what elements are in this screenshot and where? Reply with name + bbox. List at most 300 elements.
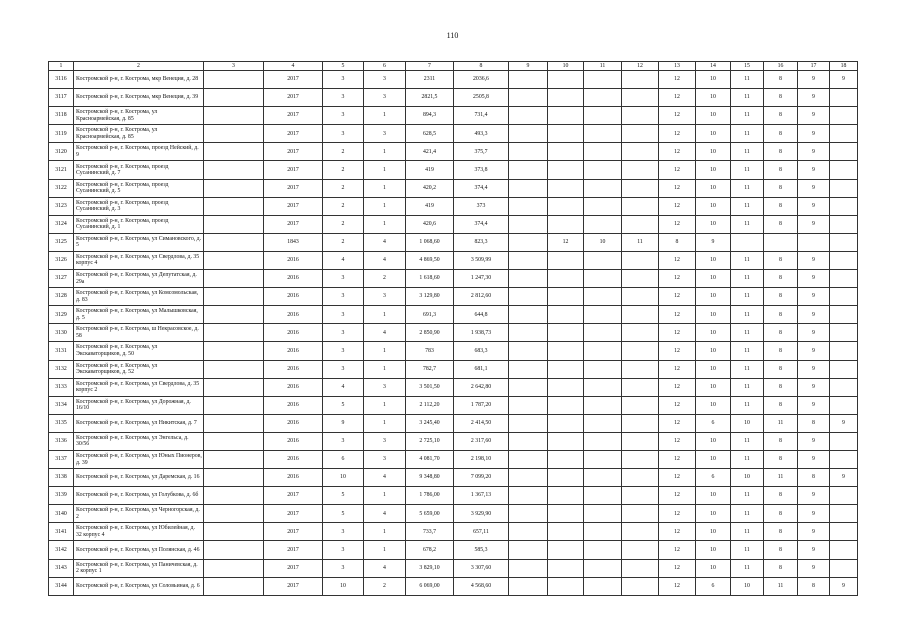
table-cell: 683,3 [454,342,509,360]
address-cell: Костромской р-н, г. Кострома, мкр Венеция, д. 28 [74,71,204,89]
table-cell [204,288,264,306]
table-cell [622,505,659,523]
table-cell: 2016 [264,450,323,468]
table-cell [622,523,659,541]
table-cell: 1 [364,197,406,215]
table-cell: 1 068,60 [406,233,454,251]
table-cell: 10 [696,541,731,559]
address-cell: Костромской р-н, г. Кострома, проезд Сусанинский, д. 7 [74,161,204,179]
column-header-16: 16 [764,62,798,71]
table-cell [622,396,659,414]
table-cell: 4 869,50 [406,251,454,269]
table-cell: 12 [659,324,696,342]
table-cell [830,306,858,324]
table-cell: 12 [659,414,696,432]
table-cell: 2016 [264,270,323,288]
table-cell: 1 787,20 [454,396,509,414]
table-cell: 9 [798,541,830,559]
table-cell [548,505,584,523]
table-row [49,233,858,251]
table-row [49,197,858,215]
table-cell: 8 [764,360,798,378]
row-number-cell: 3135 [49,414,74,432]
table-cell: 3 [323,342,364,360]
table-cell [584,215,622,233]
table-cell: 2 198,10 [454,450,509,468]
table-cell: 12 [659,161,696,179]
table-cell: 10 [696,251,731,269]
table-cell: 11 [731,432,764,450]
table-row [49,306,858,324]
address-cell: Костромской р-н, г. Кострома, ул Экскаваторщиков, д. 50 [74,342,204,360]
table-cell: 2017 [264,197,323,215]
table-cell: 2 [364,270,406,288]
table-cell: 2017 [264,107,323,125]
table-cell [509,161,548,179]
row-number-cell: 3117 [49,89,74,107]
table-cell: 9 [798,487,830,505]
row-number-cell: 3118 [49,107,74,125]
table-cell [204,577,264,595]
address-cell: Костромской р-н, г. Кострома, ул Свердлова, д. 35 корпус 4 [74,251,204,269]
table-cell: 420,6 [406,215,454,233]
table-cell: 10 [696,143,731,161]
table-cell: 733,7 [406,523,454,541]
table-cell [584,270,622,288]
table-cell: 12 [659,179,696,197]
table-cell [584,161,622,179]
table-cell: 9 [798,161,830,179]
table-cell [204,450,264,468]
table-cell [204,215,264,233]
table-cell: 10 [696,432,731,450]
column-header-8: 8 [454,62,509,71]
table-cell [548,396,584,414]
table-cell: 9 [798,270,830,288]
address-cell: Костромской р-н, г. Кострома, ул Паничевская, д. 2 корпус 1 [74,559,204,577]
table-cell: 11 [731,179,764,197]
table-cell: 11 [622,233,659,251]
table-cell: 1 [364,541,406,559]
table-cell: 12 [659,125,696,143]
table-cell: 657,11 [454,523,509,541]
table-cell [584,469,622,487]
table-row [49,215,858,233]
table-cell: 4 081,70 [406,450,454,468]
row-number-cell: 3121 [49,161,74,179]
table-cell: 10 [584,233,622,251]
table-cell: 2017 [264,541,323,559]
table-cell [548,360,584,378]
table-cell: 2 414,50 [454,414,509,432]
table-cell: 10 [696,559,731,577]
table-cell: 8 [764,89,798,107]
table-cell: 2016 [264,324,323,342]
table-cell: 3 [323,107,364,125]
table-cell: 2017 [264,125,323,143]
table-cell: 12 [659,107,696,125]
table-cell [830,125,858,143]
table-cell: 9 [798,179,830,197]
table-cell [622,215,659,233]
table-cell: 3 [323,71,364,89]
table-cell: 3 [323,288,364,306]
table-cell: 2016 [264,414,323,432]
table-cell [509,107,548,125]
column-number-header [49,62,858,71]
table-cell [622,179,659,197]
table-cell [584,559,622,577]
table-cell: 3 [323,306,364,324]
table-cell: 10 [696,360,731,378]
table-cell: 11 [731,143,764,161]
table-cell [622,288,659,306]
table-cell: 4 568,60 [454,577,509,595]
table-cell: 1 [364,143,406,161]
table-cell: 10 [696,450,731,468]
address-cell: Костромской р-н, г. Кострома, мкр Венеция, д. 39 [74,89,204,107]
address-cell: Костромской р-н, г. Кострома, проезд Сусанинский, д. 3 [74,197,204,215]
table-cell [204,469,264,487]
row-number-cell: 3127 [49,270,74,288]
table-cell: 12 [659,396,696,414]
table-cell: 2 [323,179,364,197]
row-number-cell: 3134 [49,396,74,414]
table-cell: 9 [798,89,830,107]
table-row [49,288,858,306]
table-cell: 11 [764,469,798,487]
table-cell: 9 [798,342,830,360]
column-header-1: 1 [49,62,74,71]
table-cell: 12 [659,487,696,505]
table-cell [584,432,622,450]
table-cell: 12 [659,71,696,89]
table-cell: 10 [323,577,364,595]
table-cell [584,197,622,215]
table-cell: 2017 [264,523,323,541]
table-cell: 10 [731,577,764,595]
table-cell: 8 [764,378,798,396]
table-cell: 3 [323,270,364,288]
table-cell: 8 [798,469,830,487]
table-cell: 823,3 [454,233,509,251]
table-cell: 10 [696,288,731,306]
table-cell: 2 [323,197,364,215]
table-cell: 2017 [264,89,323,107]
address-cell: Костромской р-н, г. Кострома, ш Некрасовское, д. 58 [74,324,204,342]
table-cell: 9 [830,71,858,89]
table-cell [764,233,798,251]
table-cell: 3 501,50 [406,378,454,396]
address-cell: Костромской р-н, г. Кострома, ул Голубкова, д. 6б [74,487,204,505]
table-row [49,342,858,360]
row-number-cell: 3131 [49,342,74,360]
table-cell: 12 [659,577,696,595]
table-cell [509,505,548,523]
table-cell: 11 [731,161,764,179]
table-cell [509,125,548,143]
column-header-9: 9 [509,62,548,71]
row-number-cell: 3125 [49,233,74,251]
row-number-cell: 3122 [49,179,74,197]
table-cell: 12 [659,523,696,541]
address-cell: Костромской р-н, г. Кострома, проезд Сусанинский, д. 1 [74,215,204,233]
table-cell [204,197,264,215]
table-cell: 10 [696,306,731,324]
table-cell [509,523,548,541]
table-cell [204,251,264,269]
table-cell [548,306,584,324]
row-number-cell: 3144 [49,577,74,595]
table-cell: 12 [659,306,696,324]
table-cell: 2017 [264,577,323,595]
table-cell [584,360,622,378]
table-cell: 9 [798,125,830,143]
table-cell: 2036,6 [454,71,509,89]
table-cell: 9 [798,324,830,342]
table-cell [584,523,622,541]
table-cell: 1843 [264,233,323,251]
table-cell: 8 [764,523,798,541]
table-cell: 8 [764,487,798,505]
table-cell: 9 [798,306,830,324]
table-cell: 4 [364,251,406,269]
table-cell [622,197,659,215]
table-cell: 9 348,80 [406,469,454,487]
table-cell: 9 [830,414,858,432]
table-cell [830,432,858,450]
table-cell [204,270,264,288]
table-cell [548,197,584,215]
table-cell: 8 [659,233,696,251]
table-cell: 2311 [406,71,454,89]
table-cell [509,577,548,595]
table-cell [548,251,584,269]
table-cell [509,179,548,197]
column-header-14: 14 [696,62,731,71]
table-cell [204,342,264,360]
table-cell [830,197,858,215]
table-cell: 9 [798,197,830,215]
table-cell: 2016 [264,432,323,450]
table-cell [584,414,622,432]
table-cell: 8 [764,559,798,577]
table-cell: 8 [764,306,798,324]
row-number-cell: 3136 [49,432,74,450]
table-cell [622,125,659,143]
table-cell: 1 [364,179,406,197]
table-cell: 10 [696,89,731,107]
table-cell: 419 [406,161,454,179]
table-cell [622,469,659,487]
table-cell [204,233,264,251]
table-cell [204,324,264,342]
table-row [49,487,858,505]
table-cell [584,450,622,468]
table-row [49,414,858,432]
column-header-18: 18 [830,62,858,71]
row-number-cell: 3140 [49,505,74,523]
table-cell: 8 [764,342,798,360]
column-header-17: 17 [798,62,830,71]
table-cell: 10 [696,505,731,523]
table-cell: 1 786,00 [406,487,454,505]
table-cell [622,161,659,179]
table-cell: 5 [323,505,364,523]
table-row [49,450,858,468]
table-cell [548,324,584,342]
table-cell: 1 [364,360,406,378]
table-cell: 12 [548,233,584,251]
table-cell [830,541,858,559]
table-cell [798,233,830,251]
table-cell [622,487,659,505]
table-cell: 2016 [264,360,323,378]
table-cell: 8 [764,71,798,89]
row-number-cell: 3120 [49,143,74,161]
table-cell: 11 [731,342,764,360]
table-cell [204,505,264,523]
table-cell: 3 [323,360,364,378]
address-cell: Костромской р-н, г. Кострома, ул Никитская, д. 7 [74,414,204,432]
table-cell: 10 [696,270,731,288]
table-cell: 10 [696,215,731,233]
table-row [49,251,858,269]
table-cell: 644,8 [454,306,509,324]
table-cell: 3 [323,559,364,577]
table-cell: 2 [323,143,364,161]
table-cell: 6 [696,577,731,595]
table-cell: 11 [731,505,764,523]
table-cell: 11 [731,541,764,559]
table-cell: 10 [696,125,731,143]
table-cell [204,179,264,197]
address-cell: Костромской р-н, г. Кострома, ул Даремская, д. 16 [74,469,204,487]
column-header-5: 5 [323,62,364,71]
table-cell [584,396,622,414]
table-cell: 2505,8 [454,89,509,107]
table-cell [584,179,622,197]
table-cell: 1 [364,414,406,432]
table-cell: 4 [323,251,364,269]
table-cell: 9 [798,71,830,89]
table-cell [548,541,584,559]
table-cell: 2017 [264,143,323,161]
table-cell [830,288,858,306]
table-cell: 11 [731,378,764,396]
table-cell [622,559,659,577]
table-cell [509,378,548,396]
row-number-cell: 3130 [49,324,74,342]
table-cell [584,378,622,396]
table-cell [548,215,584,233]
table-cell [830,487,858,505]
table-row [49,89,858,107]
table-cell [548,469,584,487]
table-cell [830,270,858,288]
table-row [49,469,858,487]
table-cell: 12 [659,450,696,468]
table-cell [204,541,264,559]
table-cell [548,143,584,161]
table-cell [622,306,659,324]
table-row [49,161,858,179]
table-cell: 10 [696,487,731,505]
table-cell: 9 [798,523,830,541]
table-cell: 12 [659,360,696,378]
row-number-cell: 3138 [49,469,74,487]
table-cell [204,360,264,378]
table-cell: 3 [364,450,406,468]
table-cell: 2 642,80 [454,378,509,396]
table-cell [622,360,659,378]
table-cell [830,251,858,269]
table-cell [204,71,264,89]
table-cell: 12 [659,541,696,559]
table-cell: 374,4 [454,179,509,197]
table-cell [509,469,548,487]
table-cell: 2 [364,577,406,595]
table-cell [584,288,622,306]
table-cell [830,378,858,396]
table-cell: 2016 [264,469,323,487]
table-cell [509,233,548,251]
table-row [49,505,858,523]
table-cell: 11 [764,577,798,595]
table-cell [622,71,659,89]
table-cell: 3 [323,125,364,143]
address-cell: Костромской р-н, г. Кострома, ул Депутатская, д. 29а [74,270,204,288]
table-cell: 2017 [264,179,323,197]
table-cell: 2016 [264,288,323,306]
column-header-10: 10 [548,62,584,71]
table-cell [830,396,858,414]
table-row [49,71,858,89]
table-row [49,360,858,378]
table-cell: 1 [364,523,406,541]
table-cell: 2821,5 [406,89,454,107]
table-cell: 4 [364,559,406,577]
table-cell: 8 [764,541,798,559]
table-cell: 1 [364,487,406,505]
table-cell: 10 [323,469,364,487]
table-body [49,71,858,596]
table-cell [548,89,584,107]
row-number-cell: 3139 [49,487,74,505]
column-header-11: 11 [584,62,622,71]
table-cell: 628,5 [406,125,454,143]
table-cell [622,143,659,161]
table-cell [584,324,622,342]
table-cell: 2 850,90 [406,324,454,342]
table-cell: 1 [364,107,406,125]
table-cell [509,414,548,432]
table-row [49,179,858,197]
table-cell [622,324,659,342]
table-cell: 3 [323,324,364,342]
table-cell [622,541,659,559]
table-cell [622,378,659,396]
column-header-7: 7 [406,62,454,71]
table-cell: 11 [731,71,764,89]
table-cell: 10 [731,469,764,487]
table-cell: 374,4 [454,215,509,233]
table-cell: 8 [764,432,798,450]
table-cell: 4 [364,324,406,342]
table-cell [584,125,622,143]
housing-registry-table [48,61,858,596]
table-cell: 11 [764,414,798,432]
